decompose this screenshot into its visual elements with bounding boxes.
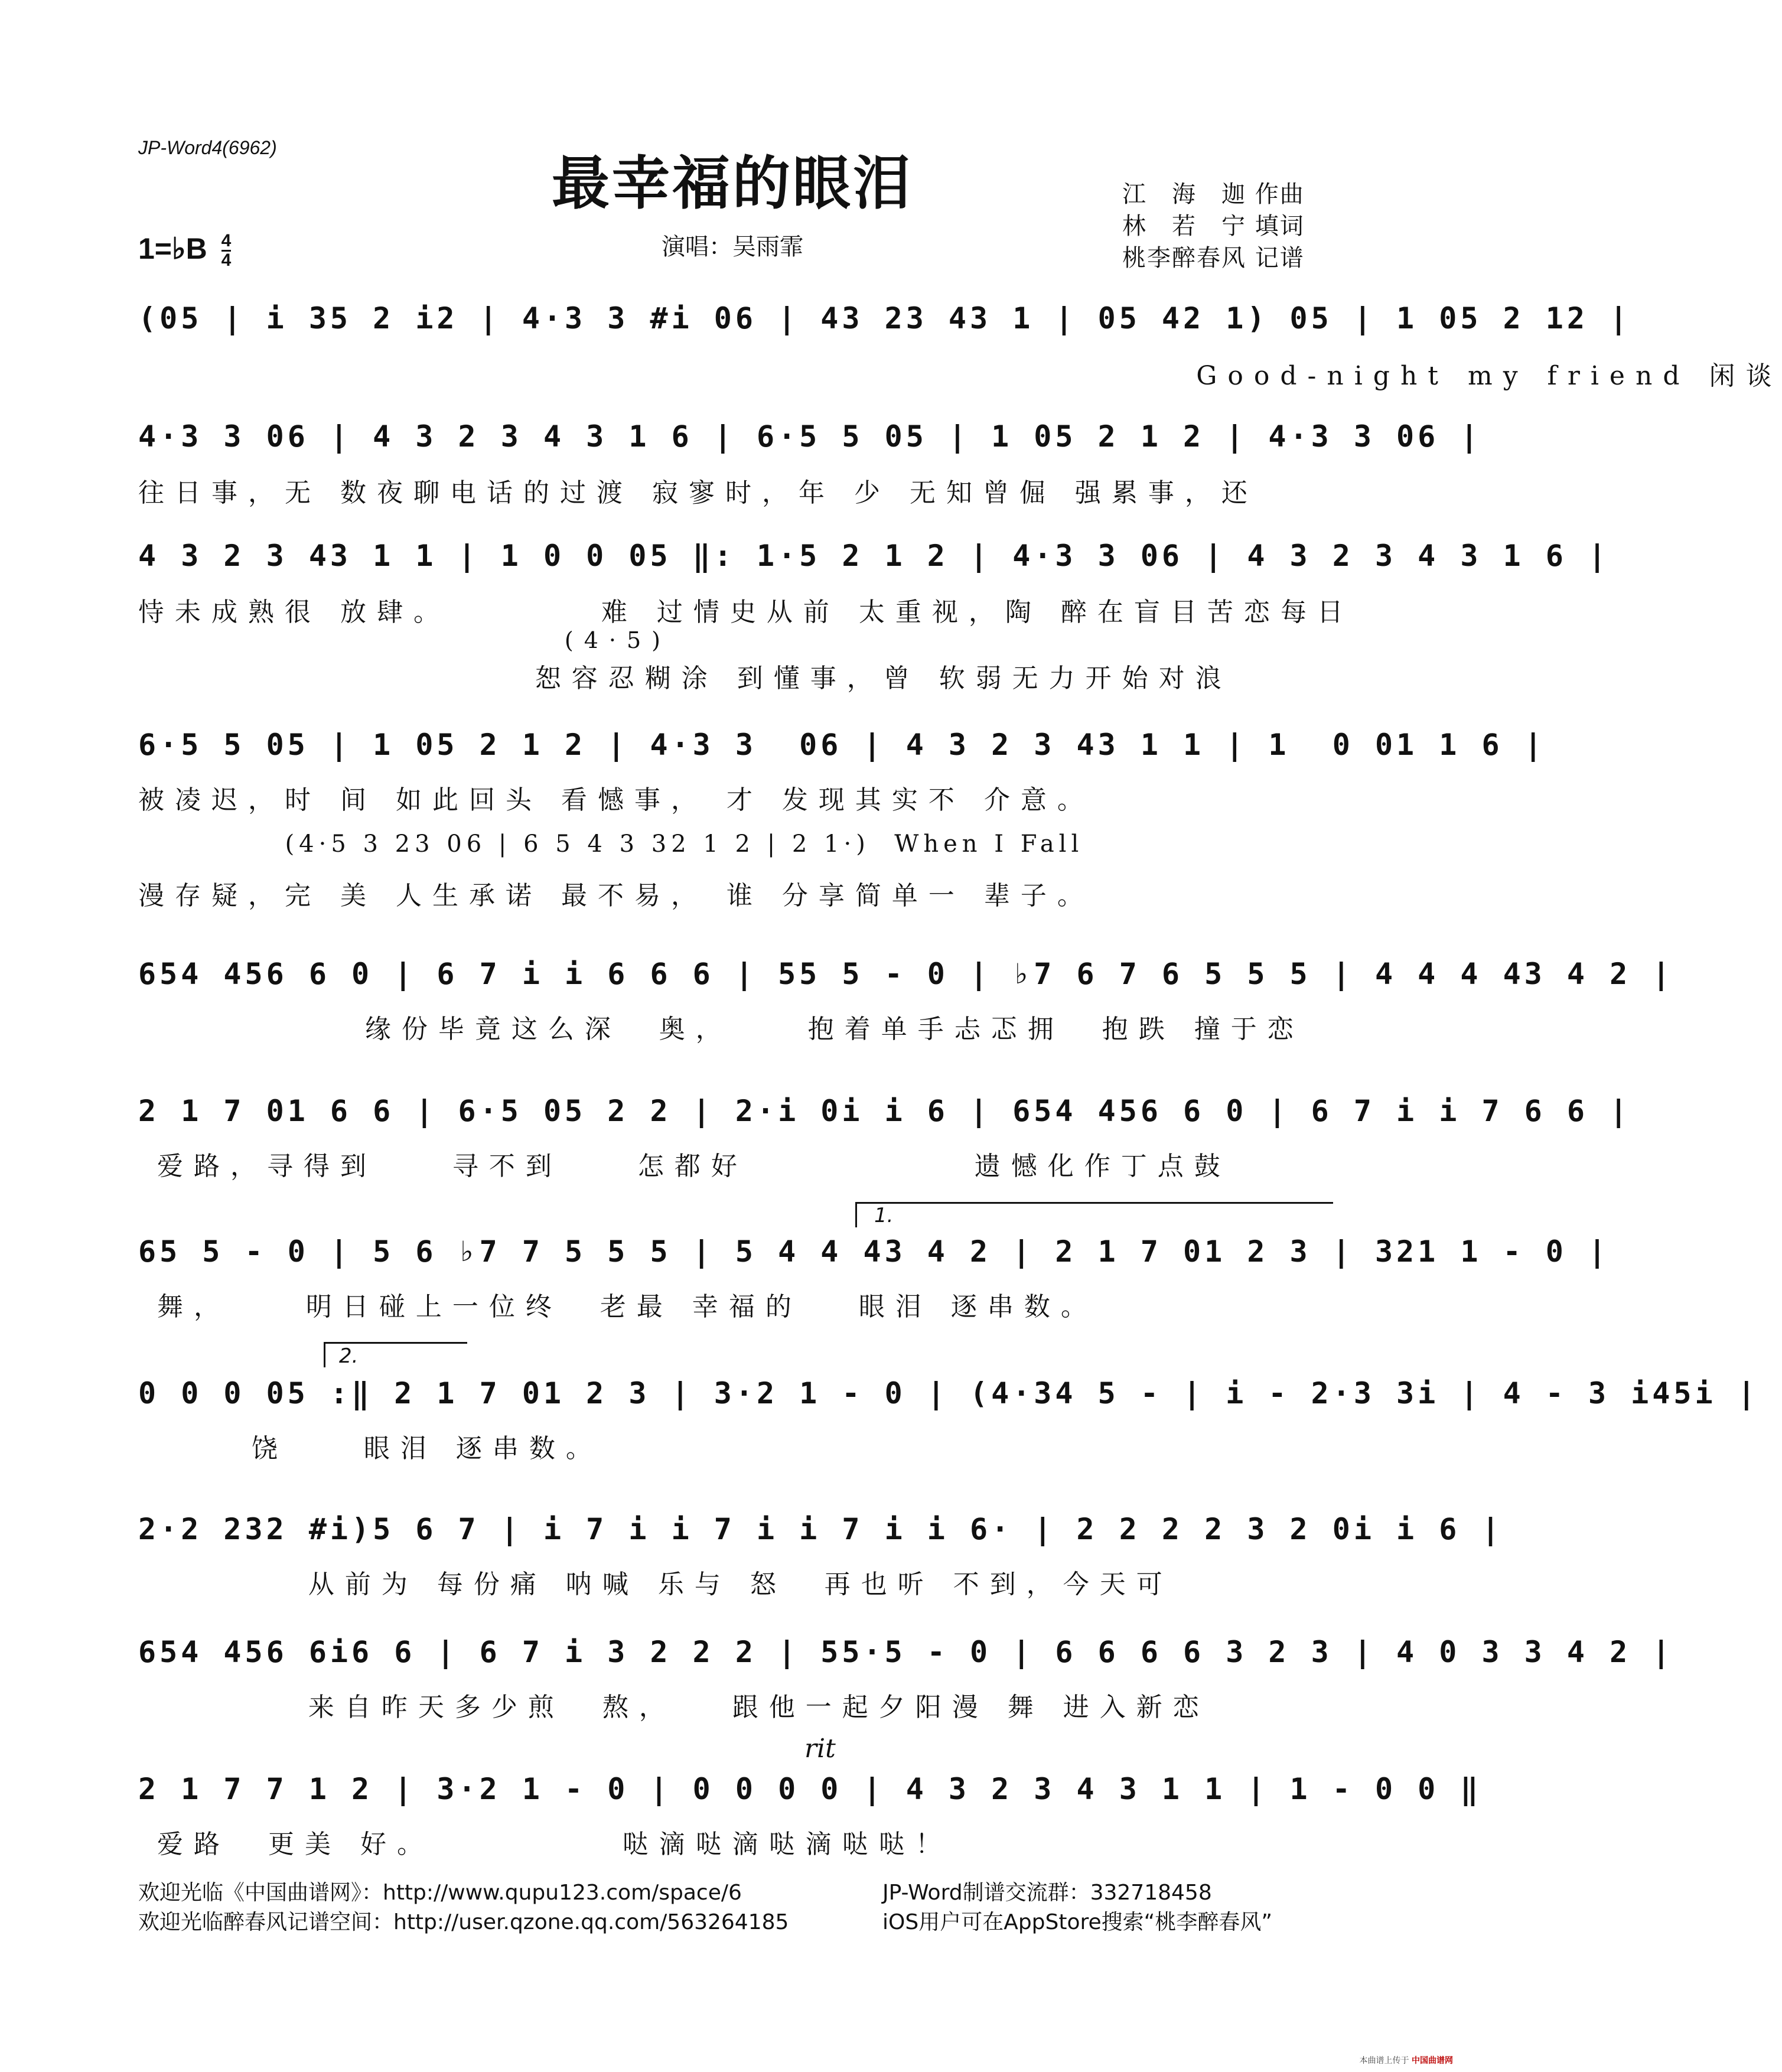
notes-line: 2 1 7 01 6 6 | 6·5 05 2 2 | 2·i 0i i 6 | 654 456 6 0 | 6 7 i i 7 6 6 | <box>138 1094 1631 1128</box>
footer-qq-group: JP-Word制谱交流群：332718458 <box>882 1881 1212 1905</box>
notes-line: 4·3 3 06 | 4 3 2 3 4 3 1 6 | 6·5 5 05 | 1 05 2 1 2 | 4·3 3 06 | <box>138 419 1482 454</box>
software-label: JP-Word4(6962) <box>138 137 277 158</box>
lyric-line: 被凌迟，时 间 如此回头 看憾事， 才 发现其实不 介意。 <box>138 785 1094 815</box>
lyric-line: 舞， 明日碰上一位终 老最 幸福的 眼泪 逐串数。 <box>138 1292 1097 1322</box>
watermark <box>1360 2054 1453 2066</box>
footer-ios-note: iOS用户可在AppStore搜索“桃李醉春风” <box>882 1910 1272 1934</box>
notes-line: 654 456 6 0 | 6 7 i i 6 6 6 | 55 5 - 0 | ♭7 6 7 6 5 5 5 | 4 4 4 43 4 2 | <box>138 957 1674 991</box>
lyric-line-bracket: (4·5) <box>138 627 671 653</box>
footer-right <box>882 1878 1272 1937</box>
lyric-line: 从前为 每份痛 呐喊 乐与 怒 再也听 不到，今天可 <box>138 1569 1173 1599</box>
key-signature <box>138 232 231 269</box>
time-bottom: 4 <box>221 250 232 271</box>
notes-line: 654 456 6i6 6 | 6 7 i 3 2 2 2 | 55·5 - 0 | 6 6 6 6 3 2 3 | 4 0 3 3 4 2 | <box>138 1635 1674 1669</box>
watermark-prefix: 本曲谱上传于 <box>1359 2056 1409 2066</box>
notes-line: 2 1 7 7 1 2 | 3·2 1 - 0 | 0 0 0 0 | 4 3 2 3 4 3 1 1 | 1 - 0 0 ‖ <box>138 1772 1482 1806</box>
volta-1-bracket <box>855 1202 1333 1227</box>
rit-marking: rit <box>804 1734 836 1764</box>
lyric-line-verse2: 恕容忍糊涂 到懂事，曾 软弱无力开始对浪 <box>138 663 1232 693</box>
transcriber-credit: 桃李醉春风 记谱 <box>1122 245 1305 272</box>
footer-left <box>138 1878 789 1937</box>
lyric-line: 来自昨天多少煎 熬， 跟他一起夕阳漫 舞 进入新恋 <box>138 1692 1210 1722</box>
key-label: 1=♭B <box>138 232 207 265</box>
lyric-line-verse2: 漫存疑，完 美 人生承诺 最不易， 谁 分享简单一 辈子。 <box>138 881 1094 911</box>
lyric-line: Good-night my friend 闲谈 <box>138 361 1782 391</box>
notes-line: 6·5 5 05 | 1 05 2 1 2 | 4·3 3 06 | 4 3 2 3 43 1 1 | 1 0 01 1 6 | <box>138 728 1546 762</box>
time-signature <box>221 232 232 269</box>
notes-line: (05 | i 35 2 i2 | 4·3 3 #i 06 | 43 23 43 1 | 05 42 1) 05 | 1 05 2 12 | <box>138 301 1631 335</box>
song-title: 最幸福的眼泪 <box>551 149 913 217</box>
watermark-site: 中国曲谱网 <box>1412 2056 1453 2066</box>
volta-1-label: 1. <box>874 1204 894 1227</box>
time-top: 4 <box>221 231 232 251</box>
notes-line: 4 3 2 3 43 1 1 | 1 0 0 05 ‖: 1·5 2 1 2 | 4·3 3 06 | 4 3 2 3 4 3 1 6 | <box>138 539 1610 573</box>
singer-credit: 演唱：吴雨霏 <box>662 233 803 260</box>
footer-link-qzone[interactable]: 欢迎光临醉春风记谱空间：http://user.qzone.qq.com/563264185 <box>138 1910 789 1934</box>
lyricist-credit: 林 若 宁 填词 <box>1122 213 1305 240</box>
notes-line: 65 5 - 0 | 5 6 ♭7 7 5 5 5 | 5 4 4 43 4 2 | 2 1 7 01 2 3 | 321 1 - 0 | <box>138 1234 1610 1269</box>
footer-link-qupu[interactable]: 欢迎光临《中国曲谱网》：http://www.qupu123.com/space/6 <box>138 1881 742 1905</box>
lyric-line: 爱路，寻得到 寻不到 怎都好 遗憾化作丁点鼓 <box>138 1151 1231 1181</box>
notes-line: 0 0 0 05 :‖ 2 1 7 01 2 3 | 3·2 1 - 0 | (4·34 5 - | i - 2·3 3i | 4 - 3 i45i | <box>138 1376 1759 1410</box>
volta-2-label: 2. <box>339 1344 359 1368</box>
lyric-line: 往日事，无 数夜聊电话的过渡 寂寥时，年 少 无知曾倔 强累事，还 <box>138 478 1258 508</box>
lyric-line: 恃未成熟很 放肆。 难 过情史从前 太重视，陶 醉在盲目苦恋每日 <box>138 597 1354 627</box>
lyric-line-interlude: (4·5 3 23 06 | 6 5 4 3 32 1 2 | 2 1·) When I Fall <box>138 830 1084 858</box>
lyric-line: 缘份毕竟这么深 奥， 抱着单手忐忑拥 抱跌 撞于恋 <box>138 1014 1304 1044</box>
notes-line: 2·2 232 #i)5 6 7 | i 7 i i 7 i i 7 i i 6· | 2 2 2 2 3 2 0i i 6 | <box>138 1512 1503 1546</box>
lyric-line: 爱路 更美 好。 哒滴哒滴哒滴哒哒！ <box>138 1829 952 1859</box>
composer-credit: 江 海 迦 作曲 <box>1122 181 1305 208</box>
lyric-line: 饶 眼泪 逐串数。 <box>138 1434 602 1464</box>
